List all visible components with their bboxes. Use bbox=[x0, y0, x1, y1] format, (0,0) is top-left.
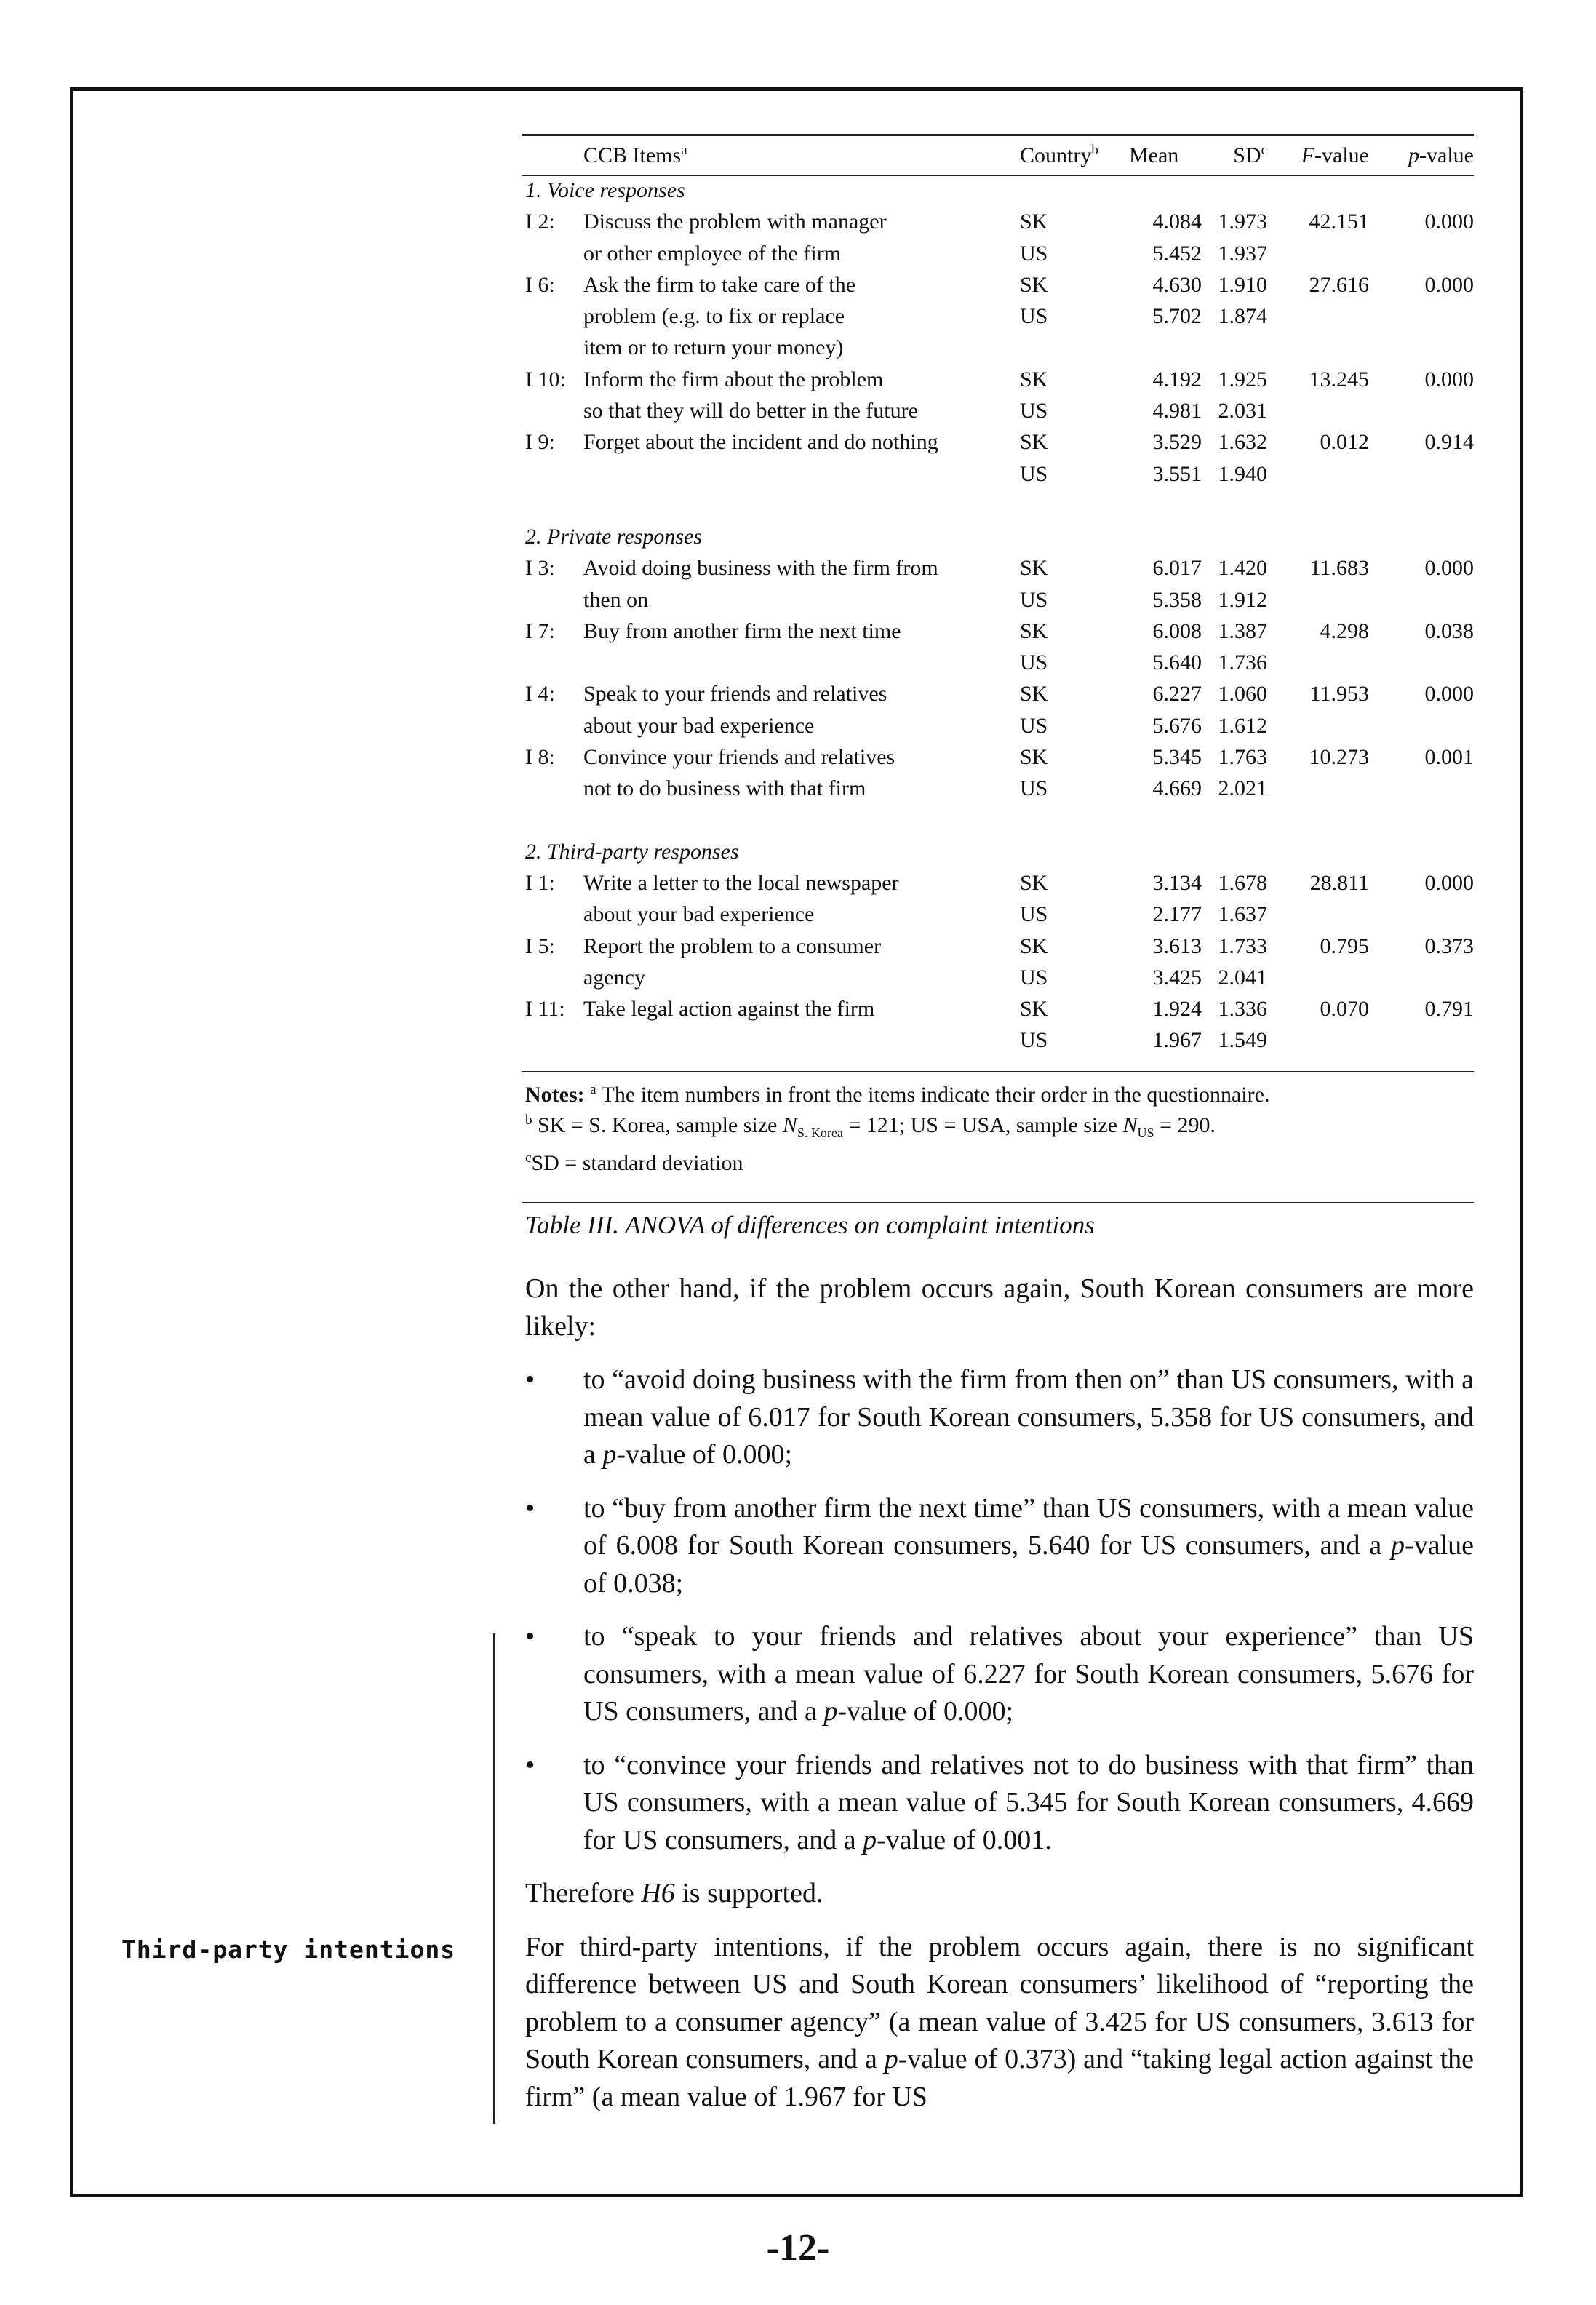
cell-num bbox=[525, 773, 583, 804]
caption-rule bbox=[522, 1202, 1474, 1203]
cell-sd: 1.736 bbox=[1218, 650, 1267, 675]
cell-text: agency bbox=[583, 965, 645, 990]
cell-country: US bbox=[1020, 776, 1048, 801]
cell-mean: 6.017 bbox=[1152, 556, 1202, 581]
note-c: $^c$SD = standard deviation bbox=[525, 1150, 743, 1175]
cell-text: Write a letter to the local newspaper bbox=[583, 870, 899, 895]
note-b: $^b$ SK = S. Korea, sample size $N_{S. Korea} = 121$; US = USA, sample size $N_{US} = 290$. bbox=[525, 1112, 1216, 1140]
cell-sd: 1.420 bbox=[1218, 556, 1267, 581]
bullet-item: • to “speak to your friends and relatives about your experience” than US consumers, with a mean value of 6.227 for South Korean consumers, 5.676 for US consumers, and a p-value of 0.000; bbox=[525, 1618, 1474, 1731]
cell-text: Convince your friends and relatives bbox=[583, 745, 895, 770]
cell-country: SK bbox=[1020, 870, 1048, 895]
cell-country: US bbox=[1020, 461, 1048, 486]
cell-f: 11.953 bbox=[1309, 682, 1369, 706]
section-heading-row bbox=[525, 521, 1474, 552]
cell-f: 13.245 bbox=[1309, 367, 1369, 391]
cell-country: SK bbox=[1020, 618, 1048, 643]
cell-p bbox=[1369, 647, 1474, 678]
cell-p: 0.038 bbox=[1424, 618, 1474, 643]
cell-p bbox=[1369, 395, 1474, 426]
cell-p bbox=[1369, 238, 1474, 269]
table-row bbox=[525, 584, 1474, 616]
cell-f: 0.795 bbox=[1320, 933, 1369, 958]
cell-text: Inform the firm about the problem bbox=[583, 367, 884, 391]
cell-num bbox=[525, 238, 583, 269]
cell-country: US bbox=[1020, 241, 1048, 266]
table-row bbox=[525, 647, 1474, 678]
cell-mean: 1.967 bbox=[1152, 1028, 1202, 1053]
cell-num: I 10: bbox=[525, 367, 566, 391]
page-number: -12- bbox=[766, 2227, 830, 2269]
cell-mean: 2.177 bbox=[1152, 902, 1202, 927]
cell-num bbox=[525, 458, 583, 490]
cell-text: Avoid doing business with the firm from bbox=[583, 556, 938, 581]
cell-sd: 2.031 bbox=[1218, 399, 1267, 423]
cell-f bbox=[1267, 458, 1369, 490]
cell-mean: 4.981 bbox=[1152, 399, 1202, 423]
table-notes bbox=[525, 1080, 1474, 1179]
cell-sd: 1.387 bbox=[1218, 618, 1267, 643]
cell-num: I 5: bbox=[525, 933, 555, 958]
cell-sd: 2.021 bbox=[1218, 776, 1267, 801]
cell-mean: 1.924 bbox=[1152, 997, 1202, 1022]
bullet-icon: • bbox=[525, 1749, 535, 1780]
cell-mean: 5.702 bbox=[1152, 304, 1202, 329]
table-row bbox=[525, 300, 1474, 332]
table-header-row bbox=[525, 137, 1474, 175]
table-row bbox=[525, 741, 1474, 773]
cell-text: not to do business with that firm bbox=[583, 776, 866, 801]
cell-num bbox=[525, 710, 583, 741]
cell-text: Speak to your friends and relatives bbox=[583, 682, 887, 706]
cell-text: Discuss the problem with manager bbox=[583, 210, 887, 234]
cell-f bbox=[1267, 238, 1369, 269]
table-row bbox=[525, 710, 1474, 741]
cell-num bbox=[525, 332, 583, 363]
table-row bbox=[525, 773, 1474, 804]
cell-sd: 2.041 bbox=[1218, 965, 1267, 990]
table-row bbox=[525, 269, 1474, 300]
cell-country: SK bbox=[1020, 272, 1048, 297]
bullet-item: • to “convince your friends and relatives not to do business with that firm” than US consumers, with a mean value of 5.345 for South Korean consumers, 4.669 for US consumers, and a p-value of 0.001. bbox=[525, 1747, 1474, 1860]
intro-paragraph: On the other hand, if the problem occurs again, South Korean consumers are more likely: bbox=[525, 1273, 1474, 1342]
bullet-icon: • bbox=[525, 1621, 535, 1652]
table-bottom-rule bbox=[522, 1071, 1474, 1072]
cell-country: SK bbox=[1020, 556, 1048, 581]
cell-text bbox=[583, 458, 1020, 490]
section-heading: 2. Third-party responses bbox=[525, 839, 739, 864]
cell-mean: 3.551 bbox=[1152, 461, 1202, 486]
cell-mean: 5.452 bbox=[1152, 241, 1202, 266]
margin-rule bbox=[493, 1633, 495, 2124]
cell-mean: 3.425 bbox=[1152, 965, 1202, 990]
cell-country: US bbox=[1020, 1028, 1048, 1053]
cell-f: 28.811 bbox=[1309, 870, 1369, 895]
cell-p: 0.000 bbox=[1424, 870, 1474, 895]
cell-country: SK bbox=[1020, 933, 1048, 958]
cell-mean: 5.640 bbox=[1152, 650, 1202, 675]
cell-f bbox=[1267, 395, 1369, 426]
cell-p: 0.000 bbox=[1424, 367, 1474, 391]
cell-sd: 1.973 bbox=[1218, 210, 1267, 234]
table-row bbox=[525, 552, 1474, 584]
table-row bbox=[525, 395, 1474, 426]
cell-country: SK bbox=[1020, 430, 1048, 455]
cell-num: I 1: bbox=[525, 870, 555, 895]
section-heading-row bbox=[525, 175, 1474, 206]
cell-sd: 1.874 bbox=[1218, 304, 1267, 329]
cell-num: I 4: bbox=[525, 682, 555, 706]
cell-sd: 1.910 bbox=[1218, 272, 1267, 297]
cell-num: I 6: bbox=[525, 272, 555, 297]
table-top-rule bbox=[522, 134, 1474, 136]
anova-table bbox=[525, 137, 1474, 1056]
cell-num bbox=[525, 1024, 583, 1056]
bullet-icon: • bbox=[525, 1492, 535, 1524]
section-gap bbox=[525, 490, 1474, 521]
note-a: Notes: $^a$ The item numbers in front the items indicate their order in the questionnaire. bbox=[525, 1082, 1270, 1107]
cell-sd: 1.678 bbox=[1218, 870, 1267, 895]
cell-sd: 1.612 bbox=[1218, 713, 1267, 738]
header-country: Country$^b$ bbox=[1020, 143, 1098, 168]
cell-mean: 5.676 bbox=[1152, 713, 1202, 738]
header-f-value: F-value bbox=[1301, 143, 1369, 168]
cell-p bbox=[1369, 300, 1474, 332]
cell-text: Buy from another firm the next time bbox=[583, 618, 901, 643]
cell-num bbox=[525, 962, 583, 993]
cell-sd: 1.637 bbox=[1218, 902, 1267, 927]
cell-mean: 4.669 bbox=[1152, 776, 1202, 801]
cell-country: US bbox=[1020, 587, 1048, 612]
cell-p: 0.000 bbox=[1424, 272, 1474, 297]
cell-text: problem (e.g. to fix or replace bbox=[583, 304, 845, 329]
cell-sd: 1.060 bbox=[1218, 682, 1267, 706]
cell-text: Forget about the incident and do nothing bbox=[583, 430, 938, 455]
cell-f bbox=[1267, 584, 1369, 616]
cell-p: 0.914 bbox=[1424, 430, 1474, 455]
cell-sd: 1.912 bbox=[1218, 587, 1267, 612]
cell-country: US bbox=[1020, 965, 1048, 990]
cell-sd: 1.336 bbox=[1218, 997, 1267, 1022]
table-row bbox=[525, 867, 1474, 899]
cell-p bbox=[1369, 1024, 1474, 1056]
table-row bbox=[525, 931, 1474, 962]
table-row bbox=[525, 426, 1474, 458]
cell-f: 42.151 bbox=[1309, 210, 1369, 234]
cell-p bbox=[1369, 710, 1474, 741]
cell-f: 4.298 bbox=[1320, 618, 1369, 643]
cell-f bbox=[1267, 899, 1369, 930]
bullet-item: • to “avoid doing business with the firm from then on” than US consumers, with a mean value of 6.017 for South Korean consumers, 5.358 for US consumers, and a p-value of 0.000; bbox=[525, 1361, 1474, 1474]
cell-sd: 1.925 bbox=[1218, 367, 1267, 391]
cell-p: 0.791 bbox=[1424, 997, 1474, 1022]
cell-text bbox=[583, 1024, 1020, 1056]
cell-f bbox=[1267, 962, 1369, 993]
section-heading: 2. Private responses bbox=[525, 524, 703, 549]
cell-country: SK bbox=[1020, 367, 1048, 391]
bullet-item: • to “buy from another firm the next time” than US consumers, with a mean value of 6.008 for South Korean consumers, 5.640 for US consumers, and a p-value of 0.038; bbox=[525, 1490, 1474, 1603]
cell-country: SK bbox=[1020, 210, 1048, 234]
cell-p bbox=[1369, 458, 1474, 490]
cell-p: 0.000 bbox=[1424, 556, 1474, 581]
cell-text: Report the problem to a consumer bbox=[583, 933, 882, 958]
header-sd: $SD^c$ bbox=[1233, 143, 1267, 168]
cell-country: US bbox=[1020, 650, 1048, 675]
cell-mean: 4.630 bbox=[1152, 272, 1202, 297]
table-row bbox=[525, 993, 1474, 1024]
cell-mean: 3.529 bbox=[1152, 430, 1202, 455]
cell-num: I 9: bbox=[525, 430, 555, 455]
cell-f bbox=[1267, 1024, 1369, 1056]
table-row bbox=[525, 364, 1474, 395]
cell-mean: 4.192 bbox=[1152, 367, 1202, 391]
bullet-icon: • bbox=[525, 1364, 535, 1395]
side-heading: Third-party intentions bbox=[121, 1935, 456, 1964]
cell-p: 0.000 bbox=[1424, 682, 1474, 706]
cell-f: 0.012 bbox=[1320, 430, 1369, 455]
cell-mean: 5.358 bbox=[1152, 587, 1202, 612]
header-p-value: p-value bbox=[1408, 143, 1474, 168]
cell-mean: 6.227 bbox=[1152, 682, 1202, 706]
cell-num bbox=[525, 300, 583, 332]
cell-num: I 11: bbox=[525, 997, 565, 1022]
cell-text: about your bad experience bbox=[583, 713, 815, 738]
cell-mean bbox=[1129, 332, 1202, 363]
cell-num: I 2: bbox=[525, 210, 555, 234]
cell-num bbox=[525, 647, 583, 678]
cell-country bbox=[1020, 332, 1129, 363]
cell-p bbox=[1369, 962, 1474, 993]
table-row bbox=[525, 332, 1474, 363]
body-text bbox=[525, 1270, 1474, 2132]
table-row bbox=[525, 238, 1474, 269]
cell-f: 0.070 bbox=[1320, 997, 1369, 1022]
cell-num: I 8: bbox=[525, 745, 555, 770]
cell-mean: 3.134 bbox=[1152, 870, 1202, 895]
table-row bbox=[525, 616, 1474, 647]
table-row bbox=[525, 206, 1474, 237]
table-row bbox=[525, 899, 1474, 930]
section-gap bbox=[525, 805, 1474, 836]
cell-text: or other employee of the firm bbox=[583, 241, 842, 266]
cell-num bbox=[525, 899, 583, 930]
cell-sd bbox=[1202, 332, 1267, 363]
cell-text: then on bbox=[583, 587, 649, 612]
header-mean: Mean bbox=[1129, 143, 1179, 168]
cell-p bbox=[1369, 773, 1474, 804]
cell-num: I 7: bbox=[525, 618, 555, 643]
cell-country: SK bbox=[1020, 682, 1048, 706]
cell-num: I 3: bbox=[525, 556, 555, 581]
section-heading: 1. Voice responses bbox=[525, 178, 685, 202]
cell-mean: 6.008 bbox=[1152, 618, 1202, 643]
cell-p bbox=[1369, 584, 1474, 616]
cell-f bbox=[1267, 647, 1369, 678]
table-row bbox=[525, 962, 1474, 993]
cell-f bbox=[1267, 710, 1369, 741]
cell-p: 0.001 bbox=[1424, 745, 1474, 770]
cell-mean: 4.084 bbox=[1152, 210, 1202, 234]
cell-sd: 1.632 bbox=[1218, 430, 1267, 455]
cell-text: so that they will do better in the future bbox=[583, 399, 918, 423]
cell-num bbox=[525, 395, 583, 426]
cell-p: 0.373 bbox=[1424, 933, 1474, 958]
therefore-paragraph: Therefore H6 is supported. bbox=[525, 1878, 823, 1908]
cell-country: US bbox=[1020, 304, 1048, 329]
cell-f bbox=[1267, 773, 1369, 804]
cell-text bbox=[583, 647, 1020, 678]
cell-text: item or to return your money) bbox=[583, 335, 844, 360]
header-items: CCB Items$^a$ bbox=[583, 143, 687, 168]
cell-f: 10.273 bbox=[1309, 745, 1369, 770]
table-caption: Table III. ANOVA of differences on complaint intentions bbox=[525, 1211, 1095, 1239]
cell-text: Ask the firm to take care of the bbox=[583, 272, 856, 297]
cell-num bbox=[525, 584, 583, 616]
cell-country: US bbox=[1020, 713, 1048, 738]
cell-text: Take legal action against the firm bbox=[583, 997, 875, 1022]
table-row bbox=[525, 458, 1474, 490]
bullet-list bbox=[525, 1361, 1474, 1859]
cell-f: 11.683 bbox=[1309, 556, 1369, 581]
cell-mean: 5.345 bbox=[1152, 745, 1202, 770]
table-row bbox=[525, 678, 1474, 709]
table-row bbox=[525, 1024, 1474, 1056]
cell-sd: 1.763 bbox=[1218, 745, 1267, 770]
cell-p bbox=[1369, 899, 1474, 930]
section-heading-row bbox=[525, 836, 1474, 867]
third-party-paragraph: For third-party intentions, if the problem occurs again, there is no significant difference between US and South Korean consumers’ likelihood of “reporting the problem to a consumer agency” (a mean value of 3.425 for US consumers, 3.613 for South Korean consumers, and a p-value of 0.373) and “taking legal action against the firm” (a mean value of 1.967 for US bbox=[525, 1931, 1474, 2112]
cell-text: about your bad experience bbox=[583, 902, 815, 927]
cell-sd: 1.733 bbox=[1218, 933, 1267, 958]
cell-f bbox=[1267, 300, 1369, 332]
cell-p: 0.000 bbox=[1424, 210, 1474, 234]
cell-country: US bbox=[1020, 399, 1048, 423]
cell-f: 27.616 bbox=[1309, 272, 1369, 297]
cell-country: SK bbox=[1020, 745, 1048, 770]
cell-p bbox=[1369, 332, 1474, 363]
cell-sd: 1.937 bbox=[1218, 241, 1267, 266]
cell-sd: 1.940 bbox=[1218, 461, 1267, 486]
cell-mean: 3.613 bbox=[1152, 933, 1202, 958]
table-body bbox=[525, 175, 1474, 1056]
cell-country: SK bbox=[1020, 997, 1048, 1022]
cell-f bbox=[1267, 332, 1369, 363]
cell-sd: 1.549 bbox=[1218, 1028, 1267, 1053]
cell-country: US bbox=[1020, 902, 1048, 927]
